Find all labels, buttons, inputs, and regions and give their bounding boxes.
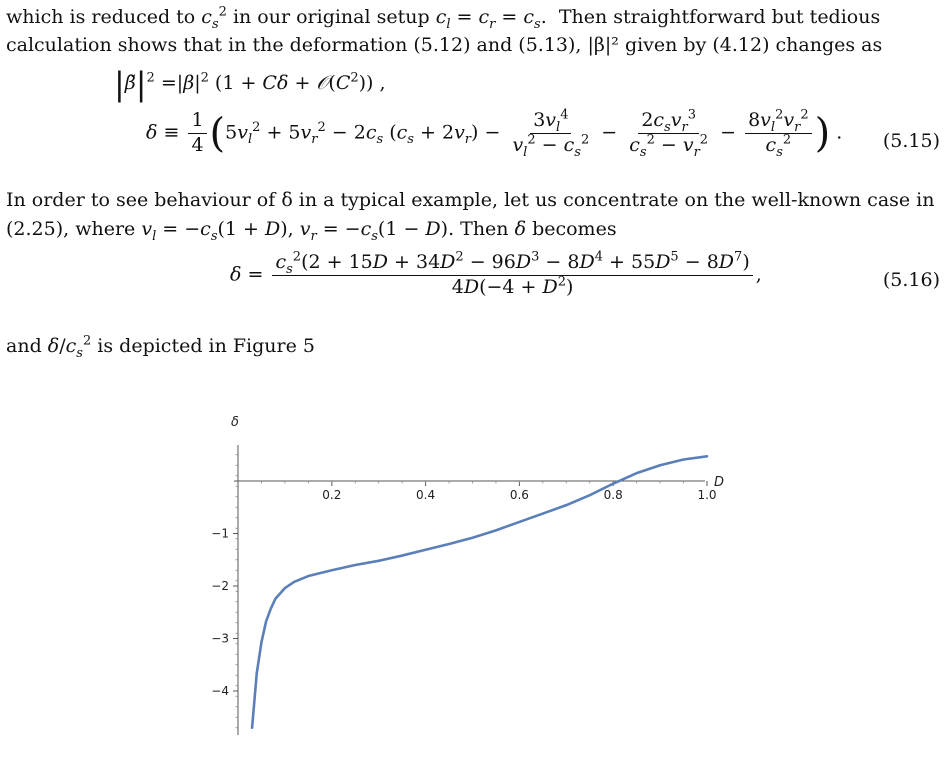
x-tick-label: 1.0 — [697, 488, 717, 502]
y-tick-label: −4 — [211, 684, 229, 698]
paragraph-3: and $\delta/c_s^2$ is depicted in Figure 5 — [6, 333, 315, 361]
equation-5-16: δ = $\frac{c_s^2(2 + 15D + 34D^2 - 96D^3 - 8D^4 + 55D^5 - 8D^7)}{4D(-4 + D^2)}$ , — [230, 249, 762, 298]
y-axis-title: δ — [231, 415, 239, 430]
y-tick-label: −2 — [211, 579, 229, 593]
x-tick-label: 0.6 — [509, 488, 529, 502]
x-tick-label: 0.8 — [603, 488, 623, 502]
equation-5-15-line-2: δ ≡ $\frac{1}{4}$ ($5v_l^2 + 5v_r^2 - 2c_s$ $(c_s + 2v_r)$ − $\frac{3v_l^4}{v_l^2 - c_s^2}$ − $\frac{2c_sv_r^3}{c_s^2 - v_r^2}$ − $\frac{8v_l^2v_r^2}{c_s^2}$ ) . — [146, 107, 843, 160]
paragraph-1-line-2: calculation shows that in the deformation (5.12) and (5.13), |β|² given by (4.12) changes as — [6, 34, 883, 56]
plot-series — [252, 456, 707, 727]
paragraph-2-line-1: In order to see behaviour of δ in a typical example, let us concentrate on the well-known case in — [6, 189, 935, 211]
x-tick-label: 0.4 — [416, 488, 436, 502]
y-tick-label: −3 — [211, 631, 229, 646]
equation-number-5-15: (5.15) — [882, 130, 940, 152]
y-tick-label: −1 — [211, 526, 229, 541]
equation-number-5-16: (5.16) — [882, 269, 940, 291]
x-tick-label: 0.2 — [322, 488, 342, 502]
plot-axes — [211, 415, 724, 735]
x-axis-title: D — [714, 475, 725, 490]
paragraph-2-line-2: (2.25), where $v_l = -c_s(1 + D)$, $v_r = -c_s(1 - D)$. Then δ becomes — [6, 218, 617, 244]
equation-5-15-line-1: $|\betã|^2 =|\beta|^2$ $(1 + C\delta + 𝒪(C^2))$ , — [114, 65, 386, 103]
data-curve — [252, 456, 707, 727]
paragraph-1-line-1: which is reduced to $c_s^2$ in our original setup $c_l = c_r = c_s$. Then straightforward but tedious — [6, 4, 881, 32]
